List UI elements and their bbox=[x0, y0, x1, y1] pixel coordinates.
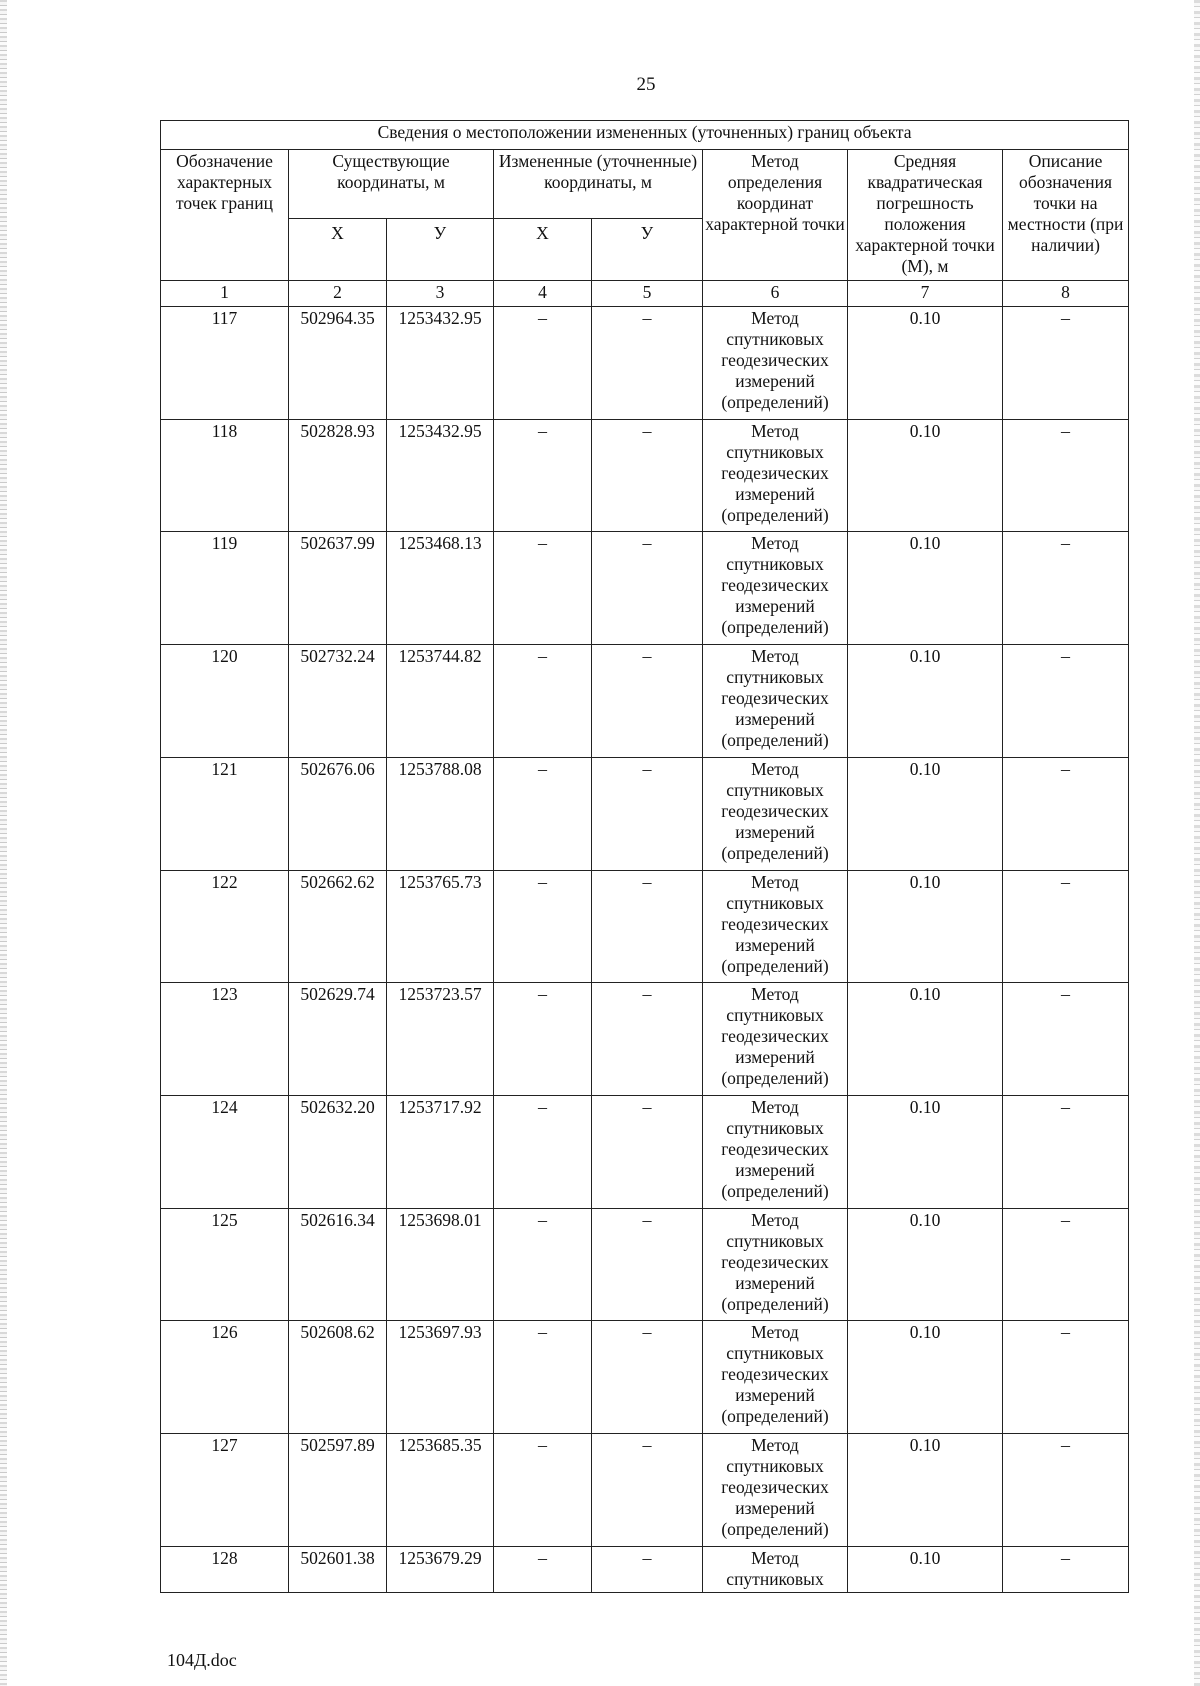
cell-existing-y: 1253717.92 bbox=[387, 1095, 494, 1208]
cell-point-description: – bbox=[1003, 757, 1129, 870]
header-point-description: Описание обозначения точки на местности (при наличии) bbox=[1003, 150, 1129, 281]
cell-mean-square-error: 0.10 bbox=[848, 1208, 1003, 1321]
cell-point-designation: 124 bbox=[161, 1095, 289, 1208]
cell-existing-y: 1253468.13 bbox=[387, 532, 494, 645]
header-mean-square-error: Средняя квадратическая погрешность положения характерной точки (М), м bbox=[848, 150, 1003, 281]
header-point-designation: Обозначение характерных точек границ bbox=[161, 150, 289, 281]
header-existing-y: У bbox=[387, 218, 494, 280]
cell-mean-square-error: 0.10 bbox=[848, 757, 1003, 870]
cell-changed-y: – bbox=[592, 870, 703, 983]
header-existing-x: Х bbox=[289, 218, 387, 280]
cell-changed-x: – bbox=[494, 1546, 592, 1592]
cell-existing-y: 1253685.35 bbox=[387, 1433, 494, 1546]
column-number: 2 bbox=[289, 280, 387, 306]
cell-method: Метод спутниковых bbox=[703, 1546, 848, 1592]
document-filename: 104Д.doc bbox=[167, 1650, 237, 1670]
cell-method: Метод спутниковых геодезических измерений (определений) bbox=[703, 307, 848, 420]
page-number: 25 bbox=[636, 74, 656, 95]
cell-point-description: – bbox=[1003, 307, 1129, 420]
cell-point-designation: 118 bbox=[161, 419, 289, 532]
header-changed-x: Х bbox=[494, 218, 592, 280]
cell-changed-x: – bbox=[494, 757, 592, 870]
cell-existing-x: 502608.62 bbox=[289, 1321, 387, 1434]
cell-changed-y: – bbox=[592, 1208, 703, 1321]
cell-existing-x: 502637.99 bbox=[289, 532, 387, 645]
table-row bbox=[161, 1433, 1129, 1546]
cell-mean-square-error: 0.10 bbox=[848, 419, 1003, 532]
cell-existing-y: 1253788.08 bbox=[387, 757, 494, 870]
cell-point-description: – bbox=[1003, 645, 1129, 758]
column-number: 6 bbox=[703, 280, 848, 306]
cell-changed-x: – bbox=[494, 1208, 592, 1321]
cell-existing-x: 502616.34 bbox=[289, 1208, 387, 1321]
cell-mean-square-error: 0.10 bbox=[848, 870, 1003, 983]
column-number: 7 bbox=[848, 280, 1003, 306]
cell-changed-x: – bbox=[494, 870, 592, 983]
header-method: Метод определения координат характерной точки bbox=[703, 150, 848, 281]
cell-changed-x: – bbox=[494, 307, 592, 420]
cell-existing-y: 1253723.57 bbox=[387, 983, 494, 1096]
cell-mean-square-error: 0.10 bbox=[848, 1321, 1003, 1434]
cell-changed-y: – bbox=[592, 532, 703, 645]
cell-point-designation: 120 bbox=[161, 645, 289, 758]
cell-changed-y: – bbox=[592, 1095, 703, 1208]
cell-changed-y: – bbox=[592, 645, 703, 758]
cell-existing-x: 502662.62 bbox=[289, 870, 387, 983]
cell-changed-x: – bbox=[494, 1321, 592, 1434]
cell-point-description: – bbox=[1003, 1095, 1129, 1208]
cell-point-designation: 128 bbox=[161, 1546, 289, 1592]
cell-existing-x: 502597.89 bbox=[289, 1433, 387, 1546]
cell-method: Метод спутниковых геодезических измерений (определений) bbox=[703, 1095, 848, 1208]
cell-point-description: – bbox=[1003, 870, 1129, 983]
cell-point-designation: 119 bbox=[161, 532, 289, 645]
cell-point-designation: 127 bbox=[161, 1433, 289, 1546]
cell-point-description: – bbox=[1003, 1546, 1129, 1592]
cell-method: Метод спутниковых геодезических измерений (определений) bbox=[703, 1321, 848, 1434]
cell-changed-x: – bbox=[494, 645, 592, 758]
cell-mean-square-error: 0.10 bbox=[848, 983, 1003, 1096]
table-row bbox=[161, 1321, 1129, 1434]
cell-changed-y: – bbox=[592, 1321, 703, 1434]
cell-changed-x: – bbox=[494, 983, 592, 1096]
cell-changed-y: – bbox=[592, 983, 703, 1096]
cell-changed-y: – bbox=[592, 757, 703, 870]
cell-point-designation: 123 bbox=[161, 983, 289, 1096]
cell-mean-square-error: 0.10 bbox=[848, 307, 1003, 420]
cell-mean-square-error: 0.10 bbox=[848, 1095, 1003, 1208]
cell-changed-x: – bbox=[494, 532, 592, 645]
cell-point-designation: 121 bbox=[161, 757, 289, 870]
cell-existing-x: 502828.93 bbox=[289, 419, 387, 532]
cell-point-description: – bbox=[1003, 532, 1129, 645]
cell-point-designation: 126 bbox=[161, 1321, 289, 1434]
table-row bbox=[161, 757, 1129, 870]
scan-edge-left bbox=[0, 0, 7, 1686]
cell-point-designation: 117 bbox=[161, 307, 289, 420]
cell-method: Метод спутниковых геодезических измерений (определений) bbox=[703, 645, 848, 758]
cell-changed-x: – bbox=[494, 1433, 592, 1546]
column-number: 8 bbox=[1003, 280, 1129, 306]
table-row bbox=[161, 1208, 1129, 1321]
table-title: Сведения о местоположении измененных (уточненных) границ объекта bbox=[161, 121, 1129, 150]
table-row bbox=[161, 419, 1129, 532]
cell-existing-x: 502732.24 bbox=[289, 645, 387, 758]
cell-existing-y: 1253744.82 bbox=[387, 645, 494, 758]
table-row bbox=[161, 1095, 1129, 1208]
cell-existing-x: 502632.20 bbox=[289, 1095, 387, 1208]
cell-method: Метод спутниковых геодезических измерений (определений) bbox=[703, 757, 848, 870]
cell-point-description: – bbox=[1003, 1208, 1129, 1321]
cell-changed-y: – bbox=[592, 1433, 703, 1546]
cell-method: Метод спутниковых геодезических измерений (определений) bbox=[703, 1433, 848, 1546]
column-number: 1 bbox=[161, 280, 289, 306]
header-changed-y: У bbox=[592, 218, 703, 280]
cell-existing-x: 502676.06 bbox=[289, 757, 387, 870]
cell-method: Метод спутниковых геодезических измерений (определений) bbox=[703, 532, 848, 645]
cell-changed-x: – bbox=[494, 1095, 592, 1208]
cell-existing-x: 502629.74 bbox=[289, 983, 387, 1096]
cell-method: Метод спутниковых геодезических измерений (определений) bbox=[703, 983, 848, 1096]
cell-point-description: – bbox=[1003, 419, 1129, 532]
cell-existing-y: 1253698.01 bbox=[387, 1208, 494, 1321]
cell-point-description: – bbox=[1003, 1321, 1129, 1434]
cell-changed-y: – bbox=[592, 419, 703, 532]
table-row bbox=[161, 645, 1129, 758]
scan-edge-right bbox=[1194, 0, 1200, 1686]
cell-mean-square-error: 0.10 bbox=[848, 532, 1003, 645]
table-row bbox=[161, 983, 1129, 1096]
column-number: 3 bbox=[387, 280, 494, 306]
cell-point-designation: 122 bbox=[161, 870, 289, 983]
cell-changed-y: – bbox=[592, 307, 703, 420]
cell-point-designation: 125 bbox=[161, 1208, 289, 1321]
table-row bbox=[161, 307, 1129, 420]
cell-mean-square-error: 0.10 bbox=[848, 645, 1003, 758]
cell-existing-y: 1253765.73 bbox=[387, 870, 494, 983]
cell-method: Метод спутниковых геодезических измерений (определений) bbox=[703, 870, 848, 983]
cell-changed-x: – bbox=[494, 419, 592, 532]
table-row bbox=[161, 1546, 1129, 1592]
cell-method: Метод спутниковых геодезических измерений (определений) bbox=[703, 419, 848, 532]
cell-changed-y: – bbox=[592, 1546, 703, 1592]
boundary-coordinates-table bbox=[160, 120, 1129, 1593]
cell-existing-x: 502601.38 bbox=[289, 1546, 387, 1592]
cell-existing-x: 502964.35 bbox=[289, 307, 387, 420]
cell-existing-y: 1253679.29 bbox=[387, 1546, 494, 1592]
cell-point-description: – bbox=[1003, 983, 1129, 1096]
column-number: 5 bbox=[592, 280, 703, 306]
cell-mean-square-error: 0.10 bbox=[848, 1546, 1003, 1592]
column-number: 4 bbox=[494, 280, 592, 306]
table-row bbox=[161, 870, 1129, 983]
cell-mean-square-error: 0.10 bbox=[848, 1433, 1003, 1546]
cell-existing-y: 1253697.93 bbox=[387, 1321, 494, 1434]
cell-existing-y: 1253432.95 bbox=[387, 307, 494, 420]
cell-existing-y: 1253432.95 bbox=[387, 419, 494, 532]
cell-method: Метод спутниковых геодезических измерений (определений) bbox=[703, 1208, 848, 1321]
header-existing-coordinates: Существующие координаты, м bbox=[289, 150, 494, 218]
header-changed-coordinates: Измененные (уточненные) координаты, м bbox=[494, 150, 703, 218]
table-row bbox=[161, 532, 1129, 645]
cell-point-description: – bbox=[1003, 1433, 1129, 1546]
